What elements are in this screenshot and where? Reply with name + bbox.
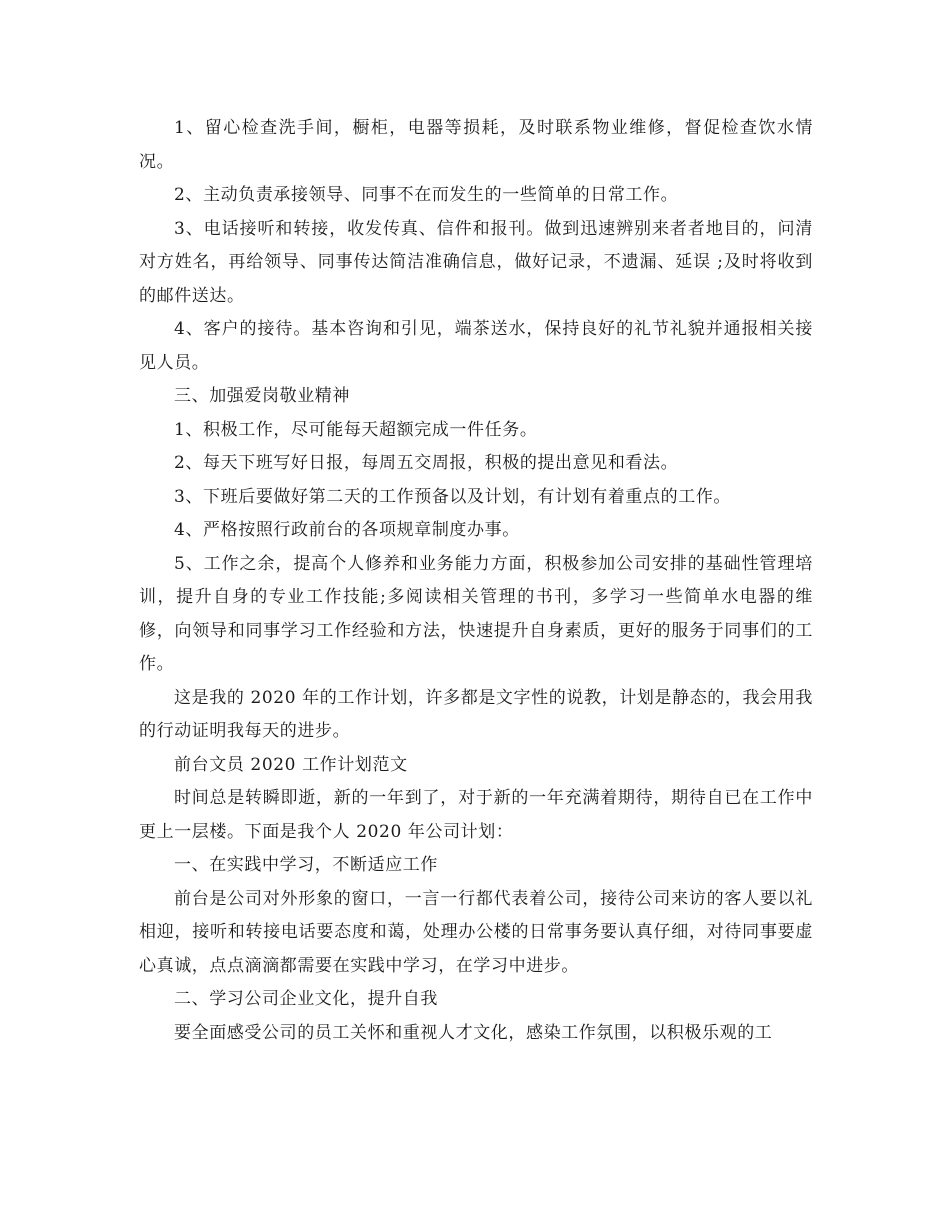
paragraph: 要全面感受公司的员工关怀和重视人才文化，感染工作氛围，以积极乐观的工 [174,1022,773,1043]
paragraph: 3、电话接听和转接，收发传真、信件和报刊。做到迅速辨别来者者地目的，问清对方姓名，再给领导、同事传达简洁准确信息，做好记录，不遗漏、延误 ;及时将收到的邮件送达。 [139,218,813,306]
section-heading: 三、加强爱岗敬业精神 [174,386,350,406]
paragraph: 4、客户的接待。基本咨询和引见，端茶送水，保持良好的礼节礼貌并通报相关接见人员。 [139,319,813,373]
paragraph: 1、积极工作，尽可能每天超额完成一件任务。 [174,419,538,440]
paragraph: 5、工作之余，提高个人修养和业务能力方面，积极参加公司安排的基础性管理培训，提升自身的专业工作技能;多阅读相关管理的书刊，多学习一些简单水电器的维修，向领导和同事学习工作经验和方法，快速提升自身素质，更好的服务于同事们的工作。 [139,553,813,674]
paragraph: 前台是公司对外形象的窗口，一言一行都代表着公司，接待公司来访的客人要以礼相迎，接听和转接电话要态度和蔼，处理办公楼的日常事务要认真仔细，对待同事要虚心真诚，点点滴滴都需要在实践中学习，在学习中进步。 [139,888,813,976]
section-heading: 一、在实践中学习，不断适应工作 [174,855,438,875]
paragraph: 2、每天下班写好日报，每周五交周报，积极的提出意见和看法。 [174,453,679,473]
paragraph: 3、下班后要做好第二天的工作预备以及计划，有计划有着重点的工作。 [174,486,732,507]
section-heading: 二、学习公司企业文化，提升自我 [174,989,438,1009]
paragraph: 4、严格按照行政前台的各项规章制度办事。 [174,520,520,540]
paragraph: 1、留心检查洗手间，橱柜，电器等损耗，及时联系物业维修，督促检查饮水情况。 [139,118,813,172]
document-title: 前台文员 2020 工作计划范文 [174,754,408,775]
paragraph: 时间总是转瞬即逝，新的一年到了，对于新的一年充满着期待，期待自已在工作中更上一层楼。下面是我个人 2020 年公司计划： [139,788,813,842]
paragraph: 这是我的 2020 年的工作计划，许多都是文字性的说教，计划是静态的，我会用我的行动证明我每天的进步。 [139,687,813,741]
paragraph: 2、主动负责承接领导、同事不在而发生的一些简单的日常工作。 [174,185,679,205]
document-body [139,112,813,1050]
